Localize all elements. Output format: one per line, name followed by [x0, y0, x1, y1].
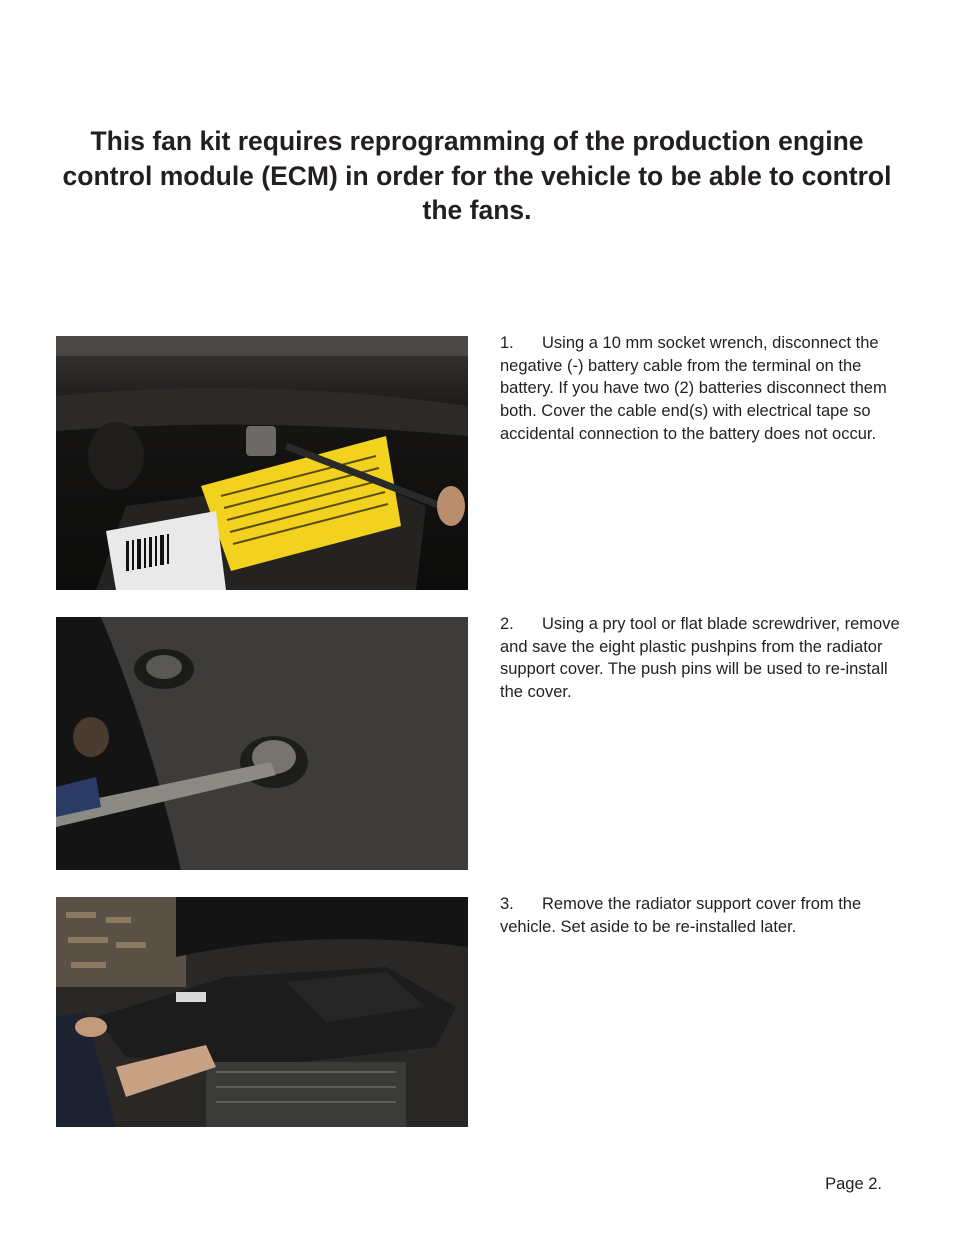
step-3-text — [500, 893, 900, 938]
step-2-instructions: Using a pry tool or flat blade screwdriver, remove and save the eight plastic pushpins from the radiator support cover. The push pins will be used to re-install the cover. — [500, 615, 900, 702]
step-3-instructions: Remove the radiator support cover from the vehicle. Set aside to be re-installed later. — [500, 895, 862, 936]
pushpin-removal-photo — [56, 617, 468, 870]
step-1-number: 1. — [500, 334, 514, 352]
step-3-number: 3. — [500, 895, 514, 913]
step-1-text — [500, 332, 900, 446]
step-2-text — [500, 613, 900, 704]
step-2-number: 2. — [500, 615, 514, 633]
step-1-instructions: Using a 10 mm socket wrench, disconnect the negative (-) battery cable from the terminal on the battery. If you have two (2) batteries disconnect them both. Cover the cable end(s) with electrical tape so accidental connection to the battery does not occur. — [500, 334, 887, 443]
cover-removal-photo — [56, 897, 468, 1127]
page-title: This fan kit requires reprogramming of the production engine control module (ECM) in order for the vehicle to be able to control the fans. — [62, 126, 892, 225]
battery-terminal-photo — [56, 336, 468, 590]
page-number: Page 2. — [825, 1175, 882, 1193]
